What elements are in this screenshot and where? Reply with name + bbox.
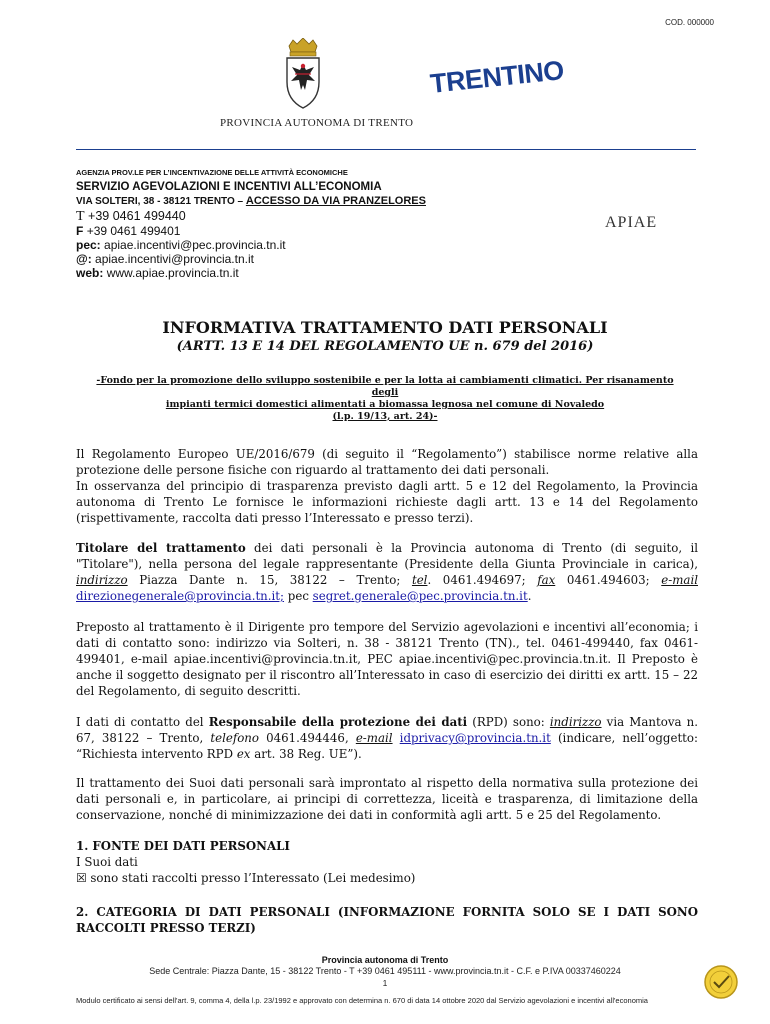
paragraph-regulation [76, 446, 698, 526]
fax-label: F [76, 224, 84, 238]
email-label: @: [76, 252, 92, 266]
web-label: web: [76, 266, 104, 280]
section-1-title: 1. FONTE DEI DATI PERSONALI [76, 839, 290, 853]
pec-line [76, 238, 496, 252]
agency-address [76, 194, 496, 209]
section-1-option [76, 870, 698, 886]
section-1-intro: I Suoi dati [76, 855, 138, 869]
fund-line-2: impianti termici domestici alimentati a biomassa legnosa nel comune di Novaledo [165, 399, 605, 410]
rpd-text-e [393, 731, 400, 745]
rpd-text-c: via Mantova n. 67, 38122 – Trento, [76, 715, 698, 745]
paragraph-principles: Il trattamento dei Suoi dati personali sarà improntato al rispetto della normativa sulla protezione dei dati personali e, in particolare, ai principi di correttezza, liceità e trasparenza, di limitazione della conservazione, nonché di minimizzazione dei dati in conformità agli artt. 5 e 25 del Regolamento. [76, 776, 698, 822]
rpd-text-f: (indicare, nell’oggetto: “Richiesta intervento RPD [76, 731, 698, 761]
trentino-logo [428, 55, 566, 99]
document-subtitle [0, 339, 770, 354]
email-line [76, 252, 496, 266]
phone-line [76, 209, 496, 224]
web-line [76, 266, 496, 280]
paragraph-regulation-a: Il Regolamento Europeo UE/2016/679 (di seguito il “Regolamento”) stabilisce norme relative alla protezione delle persone fisiche con riguardo al trattamento dei dati personali. [76, 447, 698, 477]
section-data-source [76, 838, 698, 886]
certification-seal-icon [703, 964, 739, 1000]
tel-label: T [76, 209, 85, 224]
rpd-text-g: art. 38 Reg. UE”). [250, 747, 362, 761]
web-value: www.apiae.provincia.tn.it [106, 266, 239, 280]
titolare-tel: tel [411, 573, 428, 587]
titolare-text-a: dei dati personali è la Provincia autonoma di Trento (di seguito, il "Titolare"), nella persona del legale rappresentante (Presidente della Giunta Provinciale in carica), [76, 541, 698, 571]
titolare-fax: fax [537, 573, 556, 587]
rpd-text-a: I dati di contatto del [76, 715, 209, 729]
service-name: SERVIZIO AGEVOLAZIONI E INCENTIVI ALL’ECONOMIA [76, 181, 382, 193]
rpd-email-link[interactable]: idprivacy@provincia.tn.it [399, 731, 551, 745]
apiae-logo: APIAE [605, 214, 658, 231]
section-1-option-label: sono stati raccolti presso l’Interessato (Lei medesimo) [90, 871, 416, 885]
page-number: 1 [382, 978, 388, 988]
trentino-logo-text: TRENTINO [428, 55, 566, 99]
agency-name: AGENZIA PROV.LE PER L’INCENTIVAZIONE DELLE ATTIVITÀ ECONOMICHE [76, 168, 348, 177]
email-value: apiae.incentivi@provincia.tn.it [95, 252, 254, 266]
provincia-subtitle: PROVINCIA AUTONOMA DI TRENTO [220, 117, 414, 129]
tel-value: +39 0461 499440 [88, 209, 186, 223]
pec-value: apiae.incentivi@pec.provincia.tn.it [104, 238, 286, 252]
titolare-indirizzo: indirizzo [76, 573, 128, 587]
titolare-text-d: 0461.494603; [555, 573, 662, 587]
rpd-telefono: telefono [210, 731, 260, 745]
fund-line-1: -Fondo per la promozione dello sviluppo sostenibile e per la lotta ai cambiamenti climatici. Per risanamento degli [96, 375, 674, 398]
fax-line [76, 224, 496, 238]
checkbox-checked-icon[interactable]: ☒ [76, 871, 87, 885]
rpd-email-label: e-mail [355, 731, 393, 745]
rpd-label: Responsabile della protezione dei dati [208, 715, 468, 729]
paragraph-regulation-b: In osservanza del principio di trasparenza previsto dagli artt. 5 e 12 del Regolamento, la Provincia autonoma di Trento Le fornisce le informazioni richieste dagli artt. 13 e 14 del Regolamento (rispettivamente, raccolta dati presso l’Interessato e presso terzi). [76, 479, 698, 525]
coat-of-arms-icon [283, 38, 323, 112]
titolare-text-c: . 0461.494697; [427, 573, 538, 587]
subtitle-text: (ARTT. 13 E 14 DEL REGOLAMENTO UE n. 679 del 2016) [176, 339, 594, 354]
document-code: COD. 000000 [665, 18, 714, 27]
titolare-text-b: Piazza Dante n. 15, 38122 – Trento; [127, 573, 412, 587]
rpd-ex: ex [236, 747, 251, 761]
titolare-email-label: e-mail [661, 573, 698, 587]
paragraph-preposto: Preposto al trattamento è il Dirigente pro tempore del Servizio agevolazioni e incentivi all’economia; i dati di contatto sono: indirizzo via Solteri, n. 38 - 38121 Trento (TN)., tel. 0461-499440, fax 0461-499401, e-mail apiae.incentivi@provincia.tn.it, PEC apiae.incentivi@pec.provincia.tn.it. Il Preposto è anche il soggetto designato per il riscontro all’Interessato in caso di esercizio dei diritti ex artt. 15 – 22 del Regolamento, di seguito descritti. [76, 620, 698, 698]
titolare-text-e: pec [284, 589, 313, 603]
access-text: ACCESSO DA VIA PRANZELORES [245, 195, 426, 207]
agency-contact-block [76, 166, 496, 280]
document-title: INFORMATIVA TRATTAMENTO DATI PERSONALI [162, 318, 608, 337]
footer-title: Provincia autonoma di Trento [321, 955, 449, 965]
fund-reference [90, 375, 680, 423]
pec-label: pec: [76, 238, 101, 252]
section-data-category [76, 904, 698, 936]
address-text: VIA SOLTERI, 38 - 38121 TRENTO – [76, 196, 244, 207]
fund-line-3: (l.p. 19/13, art. 24)- [332, 411, 438, 422]
titolare-text-f: . [527, 589, 532, 603]
titolare-pec-link[interactable]: segret.generale@pec.provincia.tn.it [312, 589, 528, 603]
footer-certification-note: Modulo certificato ai sensi dell'art. 9, comma 4, della l.p. 23/1992 e approvato con determina n. 670 di data 14 ottobre 2020 dal Servizio agevolazioni e incentivi all'economia [76, 996, 648, 1005]
titolare-label: Titolare del trattamento [76, 541, 246, 555]
titolare-email-link[interactable]: direzionegenerale@provincia.tn.it; [76, 589, 285, 603]
fax-value: +39 0461 499401 [86, 224, 181, 238]
footer-address: Sede Centrale: Piazza Dante, 15 - 38122 Trento - T +39 0461 495111 - www.provincia.tn.it - C.F. e P.IVA 00337460224 [149, 966, 621, 976]
paragraph-titolare [76, 540, 698, 604]
rpd-text-d: 0461.494446, [259, 731, 356, 745]
paragraph-rpd [76, 714, 698, 762]
rpd-text-b: (RPD) sono: [467, 715, 550, 729]
section-2-title: 2. CATEGORIA DI DATI PERSONALI (INFORMAZIONE FORNITA SOLO SE I DATI SONO RACCOLTI PRESSO TERZI) [76, 905, 698, 935]
header-divider [76, 149, 696, 150]
rpd-indirizzo: indirizzo [549, 715, 602, 729]
